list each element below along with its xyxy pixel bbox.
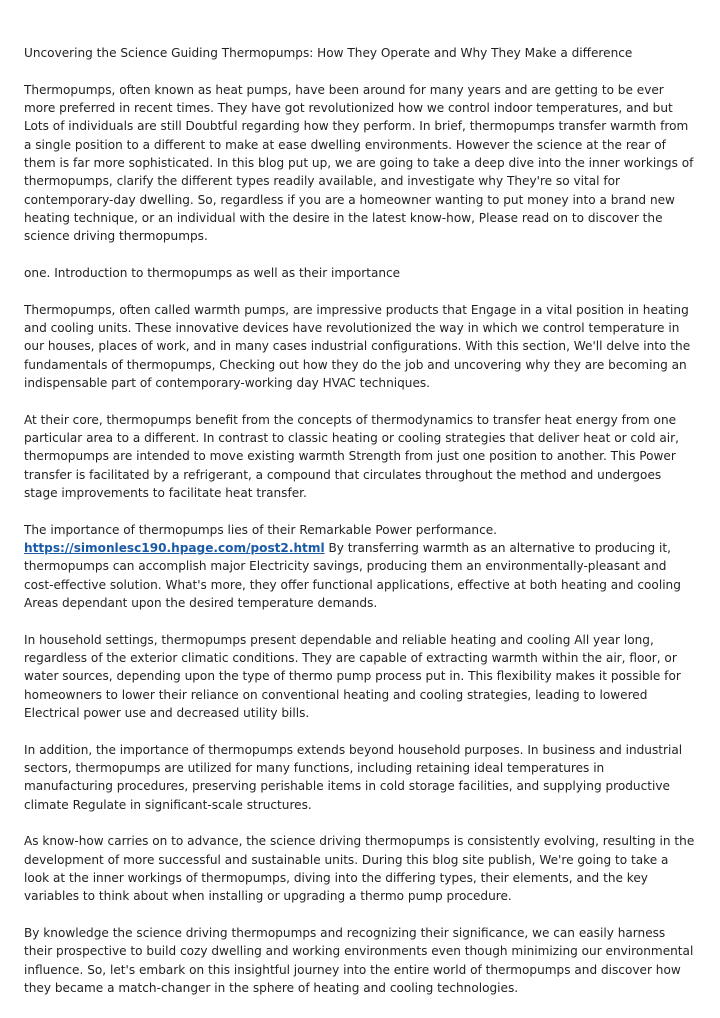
body-paragraph-1: Thermopumps, often called warmth pumps, are impressive products that Engage in a vital position in heating and cooling units. These innovative devices have revolutionized the way in which we control temperature in our houses, places of work, and in many cases industrial configurations. With this section, We'll delve into the fundamentals of thermopumps, Checking out how they do the job and uncovering why they are becoming an indispensable part of contemporary-working day HVAC techniques.	[24, 302, 691, 390]
section-heading: one. Introduction to thermopumps as well as their importance	[24, 265, 401, 280]
article-link[interactable]: https://simonlesc190.hpage.com/post2.html	[24, 541, 325, 556]
body-paragraph-3-lead: The importance of thermopumps lies of their Remarkable Power performance.	[24, 522, 498, 537]
body-paragraph-6: As know-how carries on to advance, the science driving thermopumps is consistently evolving, resulting in the development of more successful and sustainable units. During this blog site publish, We're going to take a look at the inner workings of thermopumps, diving into the differing types, their elements, and the key variables to think about when installing or upgrading a thermo pump procedure.	[24, 834, 695, 904]
body-paragraph-2: At their core, thermopumps benefit from the concepts of thermodynamics to transfer heat energy from one particular area to a different. In contrast to classic heating or cooling strategies that deliver heat or cold air, thermopumps are intended to move existing warmth Strength from just one position to another. This Power transfer is facilitated by a refrigerant, a compound that circulates throughout the method and undergoes stage improvements to facilitate heat transfer.	[24, 412, 679, 500]
body-paragraph-3	[24, 521, 696, 612]
body-paragraph-3-rest: By transferring warmth as an alternative to producing it, thermopumps can accomplish major Electricity savings, producing them an environmentally-pleasant and cost-effective solution. What's more, they offer functional applications, effective at both heating and cooling Areas dependant upon the desired temperature demands.	[24, 541, 681, 610]
intro-paragraph: Thermopumps, often known as heat pumps, have been around for many years and are getting to be ever more preferred in recent times. They have got revolutionized how we control indoor temperatures, and but Lots of individuals are still Doubtful regarding how they perform. In brief, thermopumps transfer warmth from a single position to a different to make at ease dwelling environments. However the science at the rear of them is far more sophisticated. In this blog put up, we are going to take a deep dive into the inner workings of thermopumps, clarify the different types readily available, and investigate why They're so vital for contemporary-day dwelling. So, regardless if you are a homeowner wanting to put money into a brand new heating technique, or an individual with the desire in the latest know-how, Please read on to discover the science driving thermopumps.	[24, 82, 694, 244]
article-title: Uncovering the Science Guiding Thermopumps: How They Operate and Why They Make a difference	[24, 46, 633, 60]
body-paragraph-7: By knowledge the science driving thermopumps and recognizing their significance, we can easily harness their prospective to build cozy dwelling and working environments even though minimizing our environmental influence. So, let's embark on this insightful journey into the entire world of thermopumps and discover how they became a match-changer in the sphere of heating and cooling technologies.	[24, 926, 694, 995]
body-paragraph-5: In addition, the importance of thermopumps extends beyond household purposes. In business and industrial sectors, thermopumps are utilized for many functions, including retaining ideal temperatures in manufacturing procedures, preserving perishable items in cold storage facilities, and supplying productive climate Regulate in significant-scale structures.	[24, 742, 683, 812]
body-paragraph-4: In household settings, thermopumps present dependable and reliable heating and cooling All year long, regardless of the exterior climatic conditions. They are capable of extracting warmth within the air, floor, or water sources, depending upon the type of thermo pump process put in. This flexibility makes it possible for homeowners to lower their reliance on conventional heating and cooling strategies, leading to lowered Electrical power use and decreased utility bills.	[24, 632, 681, 720]
